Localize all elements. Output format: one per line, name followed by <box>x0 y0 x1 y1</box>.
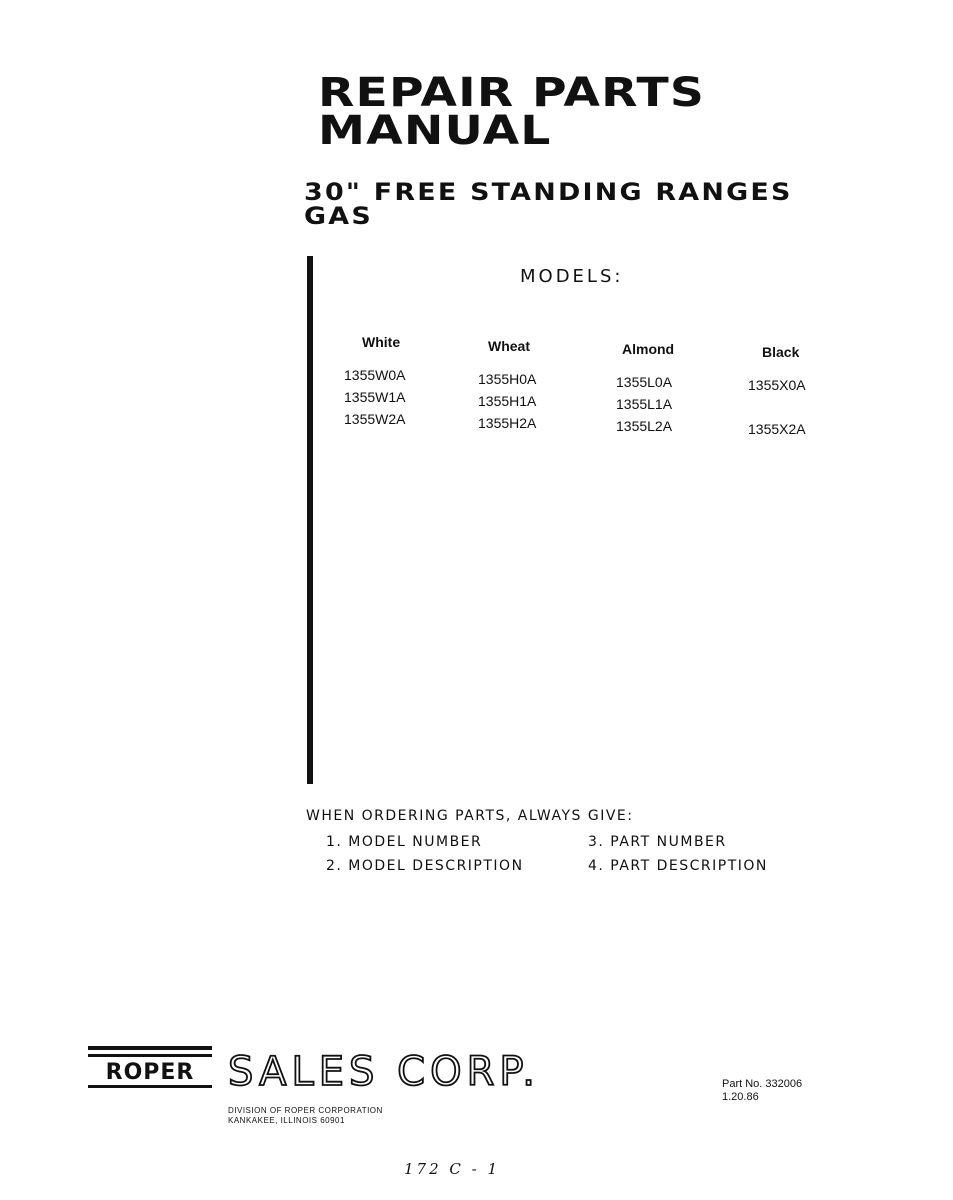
roper-logo <box>88 1046 212 1092</box>
company-name: SALES CORP. <box>228 1049 540 1095</box>
model-number <box>748 396 878 418</box>
ordering-item: 2. MODEL DESCRIPTION <box>326 858 524 874</box>
division-line-2: KANKAKEE, ILLINOIS 60901 <box>228 1116 345 1125</box>
model-number: 1355L1A <box>616 396 673 412</box>
models-heading: MODELS: <box>520 266 624 287</box>
model-number: 1355L0A <box>616 374 673 390</box>
model-number: 1355X2A <box>748 421 806 437</box>
ordering-item: 4. PART DESCRIPTION <box>588 858 768 874</box>
column-header-almond: Almond <box>622 341 675 357</box>
model-number: 1355H2A <box>478 415 537 431</box>
model-number: 1355W1A <box>344 389 406 405</box>
handwritten-note: 172 C - 1 <box>404 1160 501 1178</box>
model-column-white <box>344 334 474 430</box>
column-header-wheat: Wheat <box>488 338 530 354</box>
subtitle-line-1: 30" FREE STANDING RANGES <box>304 178 793 206</box>
title-line-2: MANUAL <box>318 108 552 154</box>
model-number: 1355W2A <box>344 411 406 427</box>
vertical-rule <box>307 256 313 784</box>
model-column-almond <box>616 341 746 437</box>
model-number: 1355L2A <box>616 418 673 434</box>
ordering-item: 3. PART NUMBER <box>588 834 727 850</box>
model-number: 1355H0A <box>478 371 537 387</box>
part-number: Part No. 332006 <box>722 1078 803 1090</box>
division-line-1: DIVISION OF ROPER CORPORATION <box>228 1106 383 1115</box>
title-line-1: REPAIR PARTS <box>318 70 706 116</box>
publication-date: 1.20.86 <box>722 1091 759 1103</box>
manual-subtitle <box>304 180 793 228</box>
manual-title <box>318 70 706 154</box>
roper-brand-text: ROPER <box>105 1060 195 1085</box>
column-header-white: White <box>362 334 401 350</box>
division-info <box>228 1106 383 1126</box>
part-number-info <box>722 1078 802 1104</box>
model-number: 1355W0A <box>344 367 406 383</box>
model-number: 1355X0A <box>748 377 806 393</box>
model-column-black <box>748 344 878 440</box>
model-column-wheat <box>478 338 608 434</box>
subtitle-line-2: GAS <box>304 202 373 230</box>
model-number: 1355H1A <box>478 393 537 409</box>
ordering-instructions-heading: WHEN ORDERING PARTS, ALWAYS GIVE: <box>306 808 634 824</box>
ordering-item: 1. MODEL NUMBER <box>326 834 483 850</box>
column-header-black: Black <box>762 344 800 360</box>
